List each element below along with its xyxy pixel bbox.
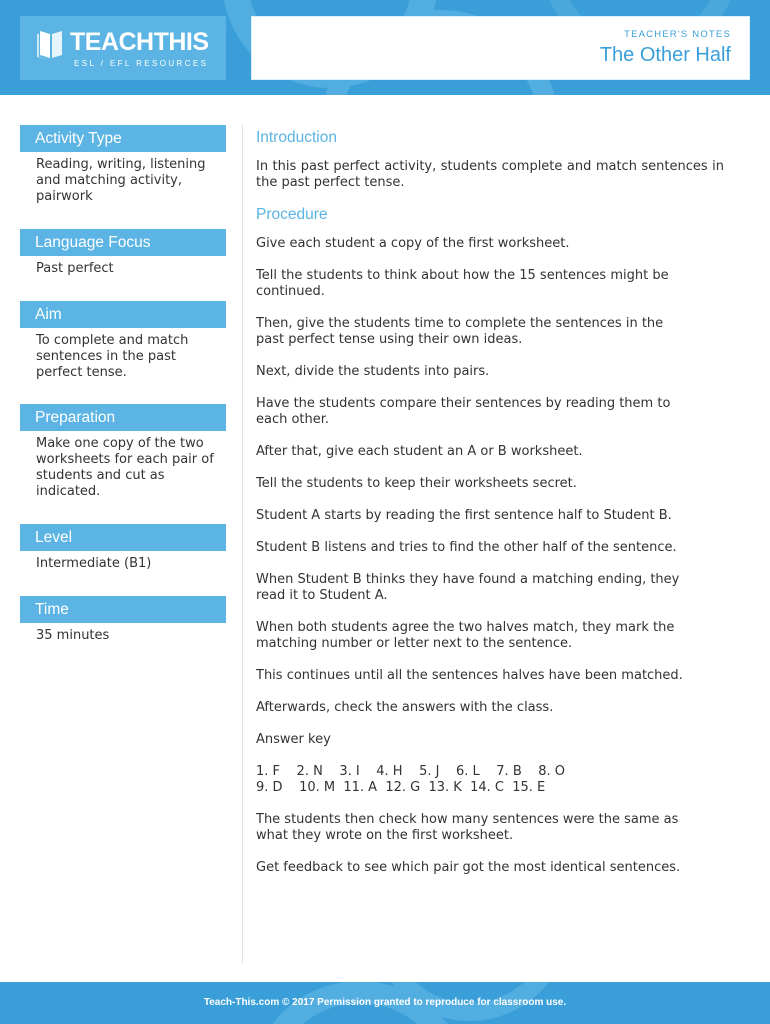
notes-label: TEACHER'S NOTES (624, 29, 731, 40)
procedure-step: Then, give the students time to complete the sentences in the past perfect tense using their own ideas. (256, 316, 664, 347)
procedure-step: When both students agree the two halves match, they mark the matching number or letter next to the sentence. (256, 620, 675, 651)
answer-key-label: Answer key (256, 732, 331, 747)
section-heading: Preparation (20, 404, 226, 431)
answer-key (256, 764, 724, 796)
section-heading: Level (20, 524, 226, 551)
procedure-step: The students then check how many sentences were the same as what they wrote on the first worksheet. (256, 812, 679, 843)
section-level (20, 524, 226, 572)
section-heading: Language Focus (20, 229, 226, 256)
logo-subtitle: ESL / EFL RESOURCES (74, 59, 209, 68)
page-title: The Other Half (599, 44, 731, 66)
answer-line: 1. F 2. N 3. I 4. H 5. J 6. L 7. B 8. O (256, 764, 566, 779)
section-body: Intermediate (B1) (36, 556, 152, 571)
answer-line: 9. D 10. M 11. A 12. G 13. K 14. C 15. E (256, 780, 546, 795)
introduction-text: In this past perfect activity, students complete and match sentences in the past perfect tense. (256, 159, 724, 190)
procedure-step: Tell the students to keep their worksheets secret. (256, 476, 577, 491)
procedure-step: Student A starts by reading the first sentence half to Student B. (256, 508, 672, 523)
section-body: To complete and match sentences in the past perfect tense. (36, 333, 189, 380)
procedure-step: Have the students compare their sentences by reading them to each other. (256, 396, 671, 427)
section-activity-type (20, 125, 226, 205)
logo[interactable] (20, 16, 226, 80)
section-body: Make one copy of the two worksheets for each pair of students and cut as indicated. (36, 436, 214, 499)
section-time (20, 596, 226, 644)
section-preparation (20, 404, 226, 500)
section-heading: Activity Type (20, 125, 226, 152)
procedure-step: After that, give each student an A or B worksheet. (256, 444, 583, 459)
section-heading: Time (20, 596, 226, 623)
section-heading: Aim (20, 301, 226, 328)
title-box (251, 16, 750, 80)
section-body: Reading, writing, listening and matching activity, pairwork (36, 157, 206, 204)
section-language-focus (20, 229, 226, 277)
book-icon (36, 28, 66, 60)
procedure-step: Afterwards, check the answers with the class. (256, 700, 554, 715)
section-aim (20, 301, 226, 381)
introduction-heading: Introduction (256, 129, 337, 146)
main-content (256, 128, 724, 892)
procedure-heading: Procedure (256, 206, 328, 223)
procedure-list (256, 236, 724, 748)
section-body: Past perfect (36, 261, 114, 276)
closing-list (256, 812, 724, 876)
page-header (0, 0, 770, 95)
procedure-step: Get feedback to see which pair got the most identical sentences. (256, 860, 681, 875)
logo-text: TEACHTHIS (70, 28, 209, 56)
procedure-step: When Student B thinks they have found a matching ending, they read it to Student A. (256, 572, 680, 603)
procedure-step: Student B listens and tries to find the other half of the sentence. (256, 540, 677, 555)
procedure-step: Give each student a copy of the first worksheet. (256, 236, 570, 251)
procedure-step: Tell the students to think about how the 15 sentences might be continued. (256, 268, 669, 299)
column-divider (242, 125, 243, 963)
procedure-step: This continues until all the sentences halves have been matched. (256, 668, 683, 683)
page-footer (0, 982, 770, 1024)
section-body: 35 minutes (36, 628, 110, 643)
footer-copyright: Teach-This.com © 2017 Permission granted to reproduce for classroom use. (203, 997, 567, 1008)
procedure-step: Next, divide the students into pairs. (256, 364, 490, 379)
